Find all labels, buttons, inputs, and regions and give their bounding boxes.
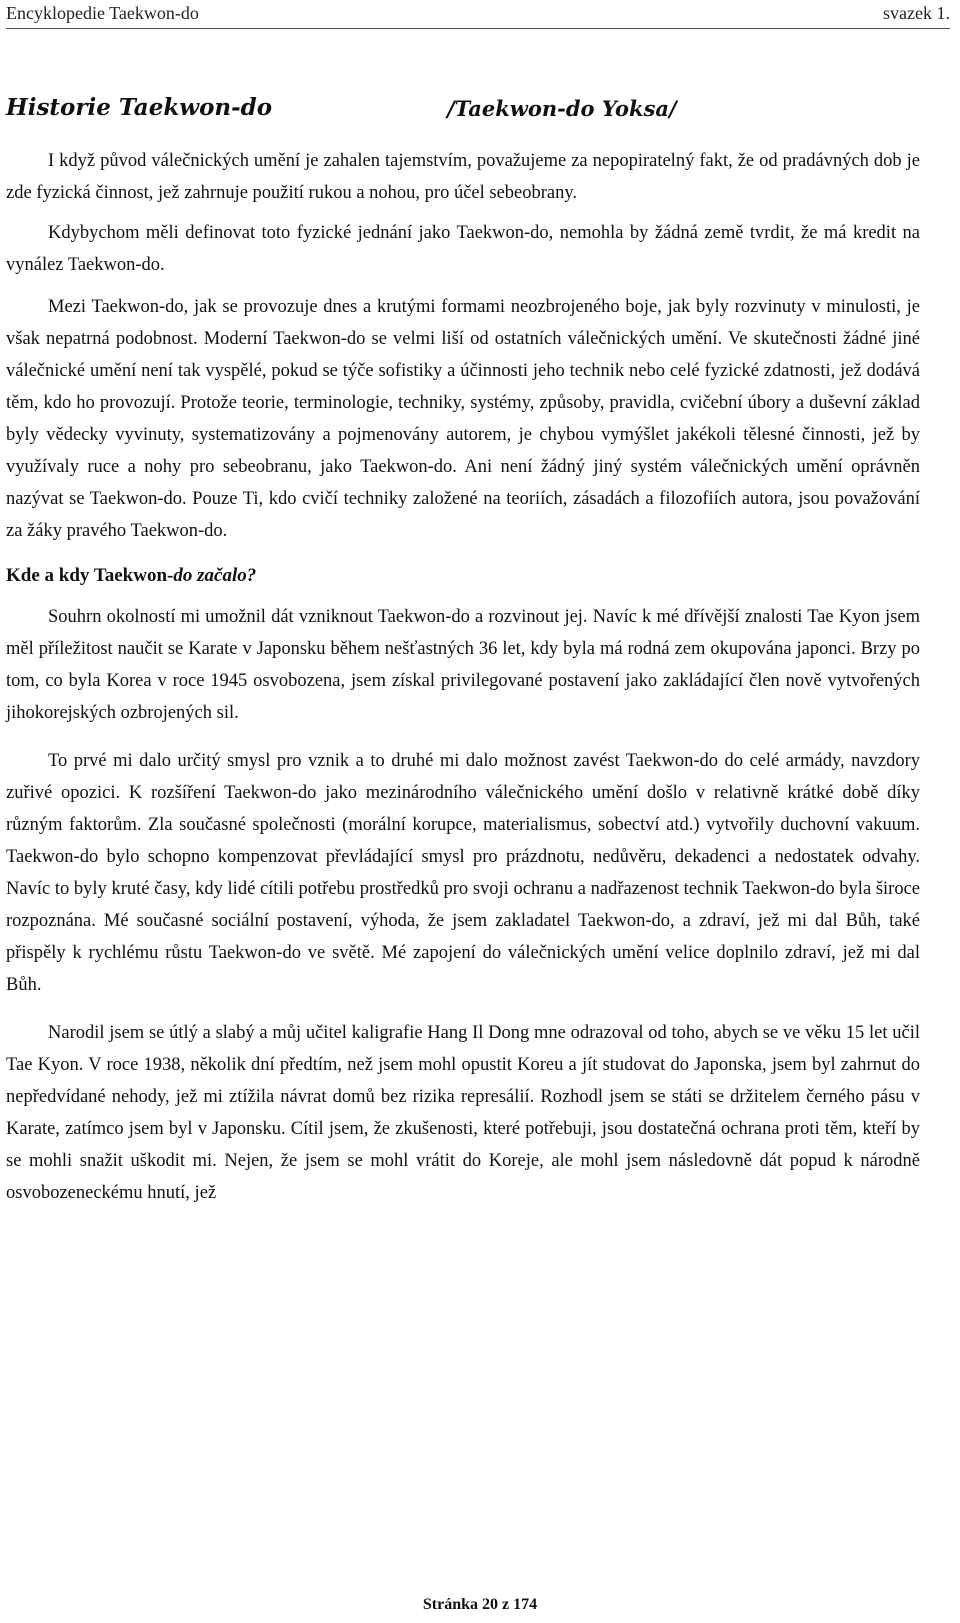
- chapter-title-main: Historie Taekwon-do: [6, 94, 273, 121]
- header-volume: svazek 1.: [883, 2, 950, 23]
- page-number: Stránka 20 z 174: [422, 1596, 538, 1613]
- header-publication-title: Encyklopedie Taekwon-do: [6, 2, 199, 23]
- page-header: [6, 0, 950, 26]
- section-heading: [6, 561, 920, 591]
- chapter-title-korean: /Taekwon-do Yoksa/: [447, 96, 677, 121]
- paragraph: Narodil jsem se útlý a slabý a můj učitel kaligrafie Hang Il Dong mne odrazoval od toho, abych se ve věku 15 let učil Tae Kyon. V roce 1938, několik dní předtím, než jsem mohl opustit Koreu a jít studovat do Japonska, jsem byl zahrnut do nepředvídané nehody, jež mi ztížila návrat domů bez rizika represálií. Rozhodl jsem se státi se držitelem černého pásu v Karate, zatímco jsem byl v Japonsku. Cítil jsem, že zkušenosti, které potřebuji, jsou dostatečná ochrana proti těm, kteří by se mohli snažit uškodit mi. Nejen, že jsem se mohl vrátit do Koreje, ale mohl jsem následovně dát popud k národně osvobozeneckému hnutí, jež: [6, 1023, 920, 1203]
- section-heading-italic: do začalo?: [173, 565, 257, 586]
- header-divider: [6, 28, 950, 29]
- page-body: [6, 145, 920, 1223]
- paragraph: I když původ válečnických umění je zahalen tajemstvím, považujeme za nepopiratelný fakt, že od pradávných dob je zde fyzická činnost, jež zahrnuje použití rukou a nohou, pro účel sebeobrany.: [6, 151, 920, 203]
- paragraph: To prvé mi dalo určitý smysl pro vznik a to druhé mi dalo možnost zavést Taekwon-do do celé armády, navzdory zuřivé opozici. K rozšíření Taekwon-do jako mezinárodního válečnického umění došlo v relativně krátké době díky různým faktorům. Zla současné společnosti (morální korupce, materialismus, sobectví atd.) vytvořily duchovní vakuum. Taekwon-do bylo schopno kompenzovat převládající smysl pro prázdnotu, nedůvěru, dekadenci a nedostatek odvahy. Navíc to byly kruté časy, kdy lidé cítili potřebu prostředků pro svoji ochranu a nadřazenost technik Taekwon-do byla široce rozpoznána. Mé současné sociální postavení, výhoda, že jsem zakladatel Taekwon-do, a zdraví, jež mi dal Bůh, také přispěly k rychlému růstu Taekwon-do ve světě. Mé zapojení do válečnických umění velice doplnilo zdraví, jež mi dal Bůh.: [6, 751, 920, 995]
- section-heading-plain: Kde a kdy Taekwon-: [6, 565, 174, 586]
- chapter-title: [6, 94, 946, 134]
- paragraph: Mezi Taekwon-do, jak se provozuje dnes a krutými formami neozbrojeného boje, jak byly rozvinuty v minulosti, je však nepatrná podobnost. Moderní Taekwon-do se velmi liší od ostatních válečnických umění. Ve skutečnosti žádné jiné válečnické umění není tak vyspělé, pokud se týče sofistiky a účinnosti jeho technik nebo celé fyzické zdatnosti, jež dodává těm, kdo ho provozují. Protože teorie, terminologie, techniky, systémy, způsoby, pravidla, cvičební úbory a duševní základ byly vědecky vyvinuty, systematizovány a pojmenovány autorem, je chybou vymýšlet jakékoli tělesné činnosti, jež by využívaly ruce a nohy pro sebeobranu, jako Taekwon-do. Ani není žádný jiný systém válečnických umění oprávněn nazývat se Taekwon-do. Pouze Ti, kdo cvičí techniky založené na teoriích, zásadách a filozofiích autora, jsou považování za žáky pravého Taekwon-do.: [6, 297, 920, 541]
- paragraph: Kdybychom měli definovat toto fyzické jednání jako Taekwon-do, nemohla by žádná země tvrdit, že má kredit na vynález Taekwon-do.: [6, 223, 920, 275]
- paragraph: Souhrn okolností mi umožnil dát vzniknout Taekwon-do a rozvinout jej. Navíc k mé dřívější znalosti Tae Kyon jsem měl příležitost naučit se Karate v Japonsku během nešťastných 36 let, kdy byla má rodná zem okupována japonci. Brzy po tom, co byla Korea v roce 1945 osvobozena, jsem získal privilegované postavení jako zakládající člen nově vytvořených jihokorejských ozbrojených sil.: [6, 607, 920, 723]
